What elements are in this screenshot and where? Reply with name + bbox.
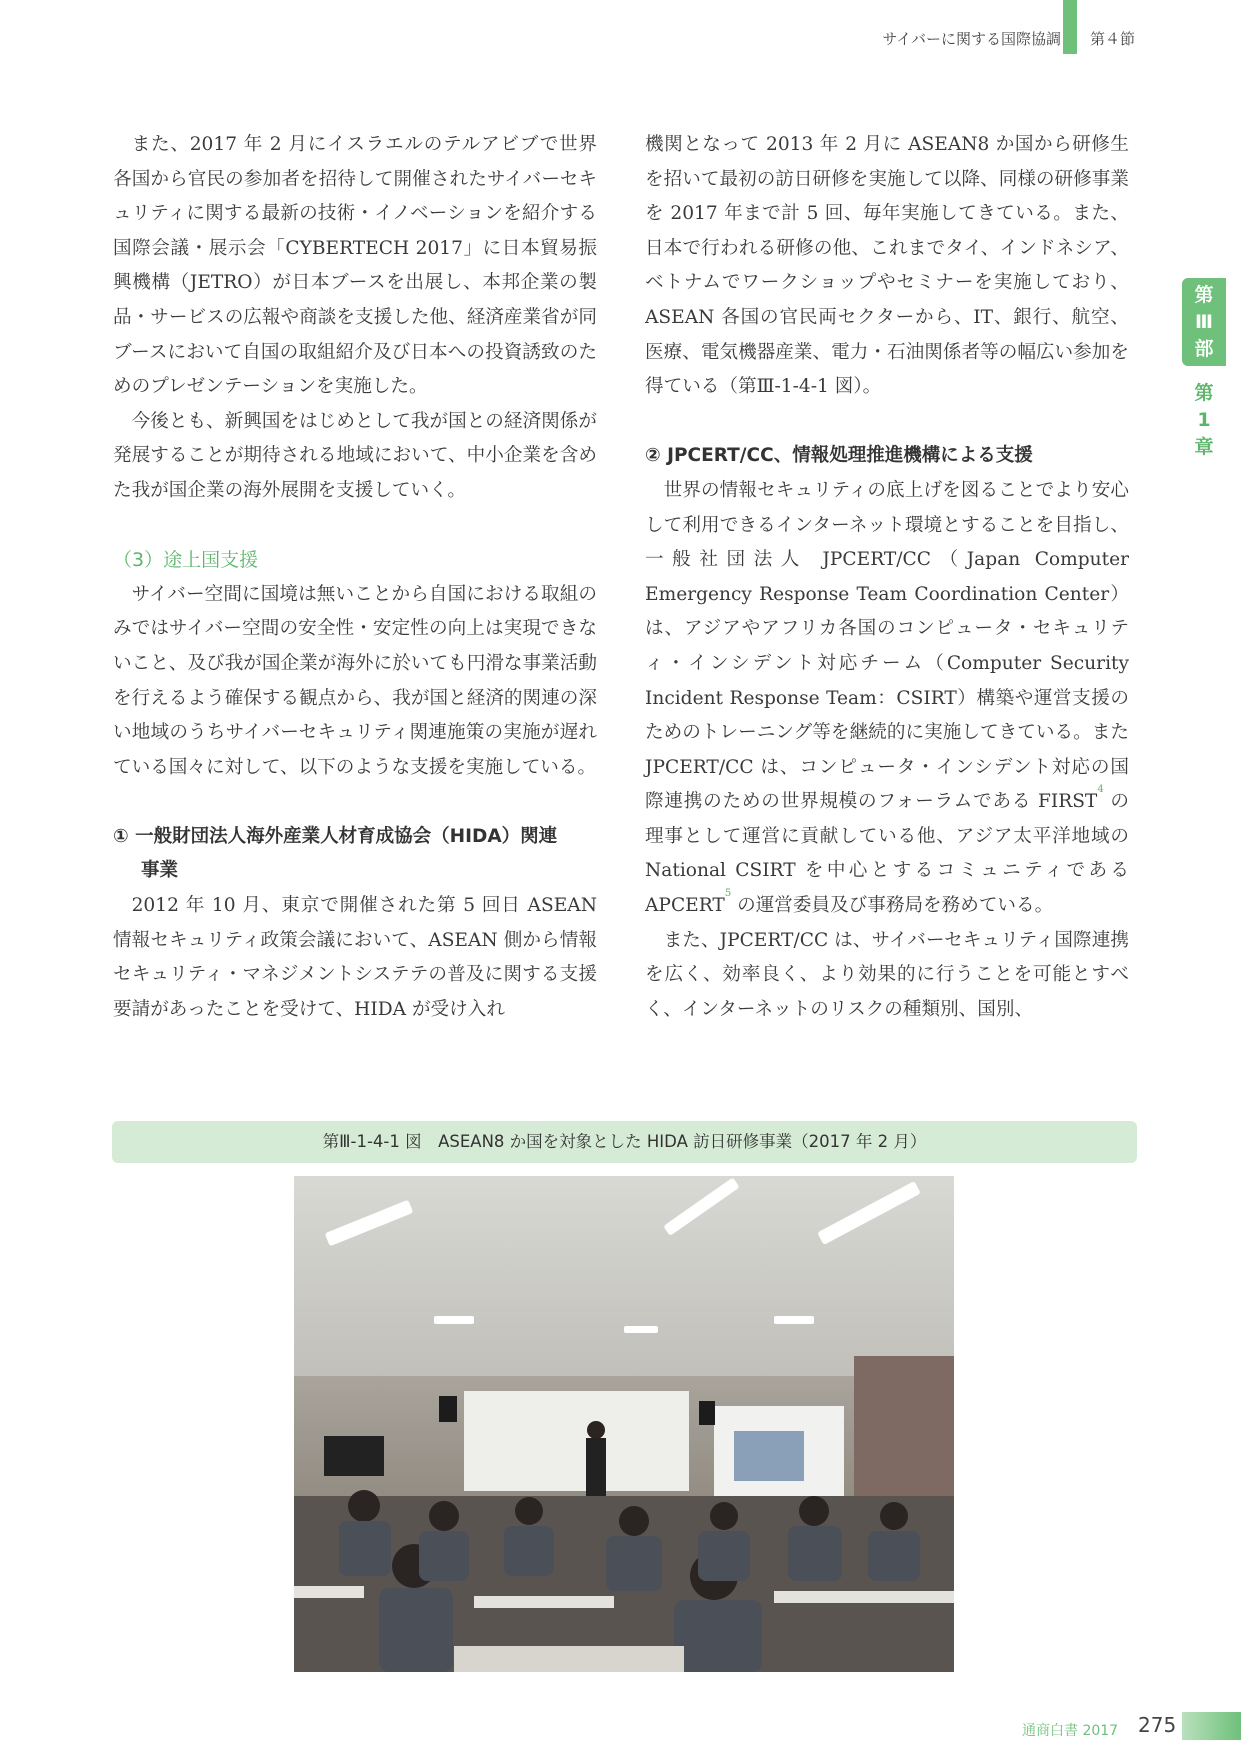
part-tab [1182, 278, 1226, 366]
running-header-title: サイバーに関する国際協調 [882, 30, 1061, 48]
training-room-photo [294, 1176, 954, 1672]
text-run: 世界の情報セキュリティの底上げを図ることでより安心して利用できるインターネット環境とすることを目指し、一般社団法人 JPCERT/CC（Japan Computer Emergency Response Team Coordination Center）は、アジアやアフリカ各国のコンピュータ・セキュリティ・インシデント対応チーム（Computer Security Incident Response Team：CSIRT）構築や運営支援のためのトレーニング等を継続的に実施してきている。また JPCERT/CC は、コンピュータ・インシデント対応の国際連携のための世界規模のフォーラムである FIRST [645, 479, 1129, 813]
footer-accent-bar [1182, 1712, 1241, 1740]
subsection-heading [113, 820, 597, 889]
section-heading: （3）途上国支援 [113, 549, 259, 572]
footer-publication: 通商白書 2017 [1022, 1723, 1119, 1739]
chapter-label [1182, 380, 1226, 461]
paragraph: サイバー空間に国境は無いことから自国における取組のみではサイバー空間の安全性・安定性の向上は実現できないこと、及び我が国企業が海外に於いても円滑な事業活動を行えるよう確保する観点から、我が国と経済的関連の深い地域のうちサイバーセキュリティ関連施策の実施が遅れている国々に対して、以下のような支援を実施している。 [113, 583, 597, 778]
chapter-label-char: 1 [1197, 409, 1211, 431]
paragraph [645, 474, 1129, 924]
figure-caption: 第Ⅲ-1-4-1 図 ASEAN8 か国を対象とした HIDA 訪日研修事業（2017 年 2 月） [112, 1121, 1137, 1163]
right-column [645, 128, 1129, 1027]
paragraph: 2012 年 10 月、東京で開催された第 5 回日 ASEAN 情報セキュリティ政策会議において、ASEAN 側から情報セキュリティ・マネジメントシステテの普及に関する支援要請があったことを受けて、HIDA が受け入れ [113, 895, 597, 1020]
part-tab-char: 部 [1194, 338, 1214, 360]
subsection-heading-line: 事業 [141, 860, 179, 882]
text-run: の理事として運営に貢献している他、アジア太平洋地域の National CSIRT を中心とするコミュニティである APCERT [645, 791, 1129, 917]
header-accent-bar [1063, 0, 1077, 54]
footnote-marker[interactable]: 5 [724, 888, 732, 900]
page-number: 275 [1138, 1713, 1177, 1737]
part-tab-char: 第 [1194, 284, 1214, 306]
subsection-heading-line: ① 一般財団法人海外産業人材育成協会（HIDA）関連 [113, 825, 558, 847]
subsection-heading: ② JPCERT/CC、情報処理推進機構による支援 [645, 445, 1033, 467]
chapter-label-char: 第 [1194, 382, 1214, 404]
paragraph: また、JPCERT/CC は、サイバーセキュリティ国際連携を広く、効率良く、より効果的に行うことを可能とすべく、インターネットのリスクの種類別、国別、 [645, 929, 1129, 1020]
footnote-marker[interactable]: 4 [1097, 784, 1104, 796]
chapter-label-char: 章 [1194, 436, 1214, 458]
text-run: の運営委員及び事務局を務めている。 [731, 895, 1054, 917]
paragraph: 機関となって 2013 年 2 月に ASEAN8 か国から研修生を招いて最初の訪日研修を実施して以降、同様の研修事業を 2017 年まで計 5 回、毎年実施してきている。また、日本で行われる研修の他、これまでタイ、インドネシア、ベトナムでワークショップやセミナーを実施しており、ASEAN 各国の官民両セクターから、IT、銀行、航空、医療、電気機器産業、電力・石油関係者等の幅広い参加を得ている（第Ⅲ-1-4-1 図）。 [645, 134, 1129, 398]
left-column [113, 128, 597, 1027]
part-tab-char: Ⅲ [1195, 311, 1213, 333]
running-header-section: 第４節 [1090, 30, 1136, 48]
paragraph: また、2017 年 2 月にイスラエルのテルアビブで世界各国から官民の参加者を招待して開催されたサイバーセキュリティに関する最新の技術・イノベーションを紹介する国際会議・展示会「CYBERTECH 2017」に日本貿易振興機構（JETRO）が日本ブースを出展し、本邦企業の製品・サービスの広報や商談を支援した他、経済産業省が同ブースにおいて自国の取組紹介及び日本への投資誘致のためのプレゼンテーションを実施した。 [113, 134, 597, 398]
paragraph: 今後とも、新興国をはじめとして我が国との経済関係が発展することが期待される地域において、中小企業を含めた我が国企業の海外展開を支援していく。 [113, 410, 597, 501]
photo-illustration [294, 1176, 954, 1672]
